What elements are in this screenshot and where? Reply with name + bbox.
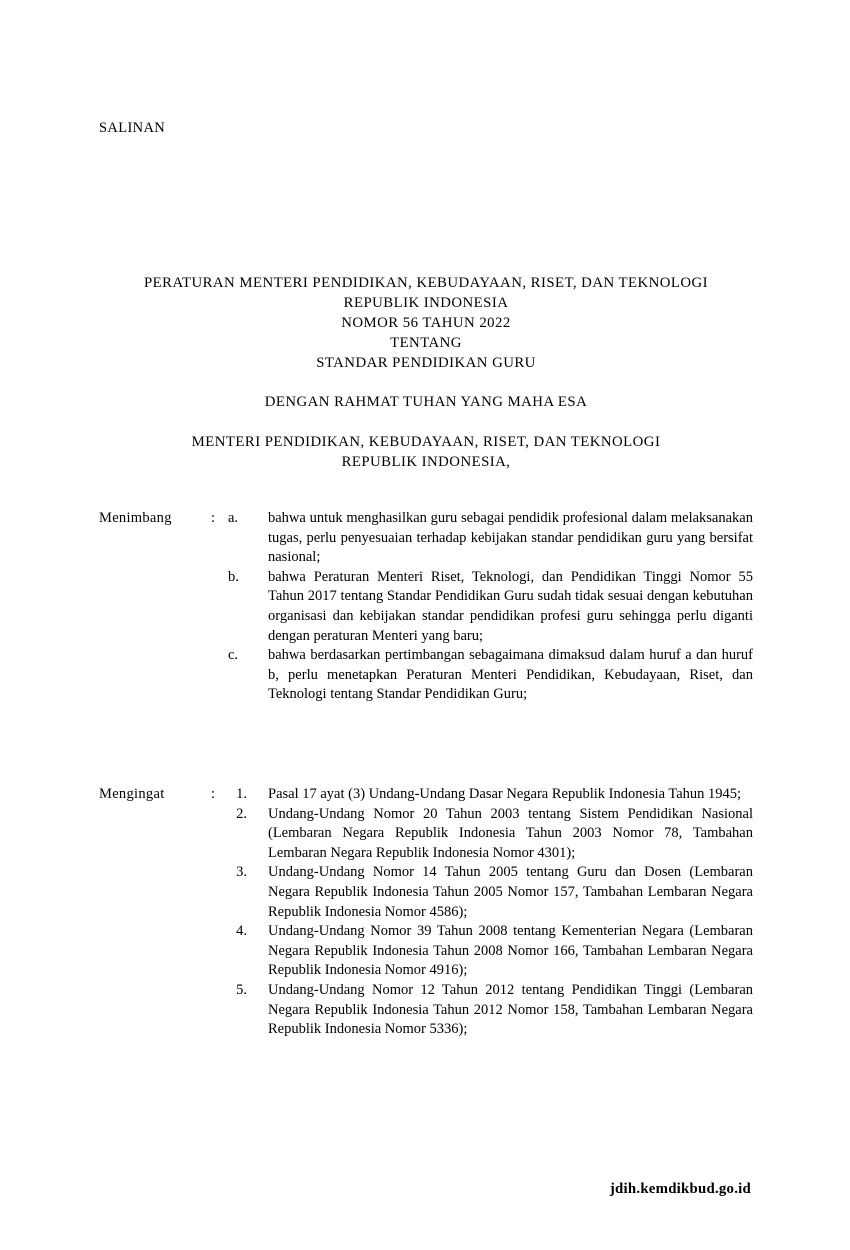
- clause-text: bahwa Peraturan Menteri Riset, Teknologi, dan Pendidikan Tinggi Nomor 55 Tahun 2017 tentang Standar Pendidikan Guru sudah tidak sesuai dengan kebutuhan organisasi dan kebijakan standar pendidikan profesi guru sehingga perlu diganti dengan peraturan Menteri yang baru;: [268, 568, 753, 644]
- clause-row: [99, 646, 753, 705]
- section-mengingat: [99, 785, 753, 1040]
- title-line-5: STANDAR PENDIDIKAN GURU: [316, 355, 536, 371]
- title-line-4: TENTANG: [390, 335, 462, 351]
- section-label-mengingat: Mengingat: [99, 786, 165, 802]
- title-line-2: REPUBLIK INDONESIA: [343, 295, 509, 311]
- title-line-1: PERATURAN MENTERI PENDIDIKAN, KEBUDAYAAN, RISET, DAN TEKNOLOGI: [144, 275, 708, 291]
- clause-text: Undang-Undang Nomor 20 Tahun 2003 tentang Sistem Pendidikan Nasional (Lembaran Negara Republik Indonesia Tahun 2003 Nomor 78, Tambahan Lembaran Negara Republik Indonesia Nomor 4301);: [268, 805, 753, 861]
- clause-text: Undang-Undang Nomor 39 Tahun 2008 tentang Kementerian Negara (Lembaran Negara Republik Indonesia Tahun 2008 Nomor 166, Tambahan Lembaran Negara Republik Indonesia Nomor 4916);: [268, 923, 753, 979]
- preamble-minister-line-1: MENTERI PENDIDIKAN, KEBUDAYAAN, RISET, DAN TEKNOLOGI: [191, 434, 661, 450]
- clause-row: [99, 805, 753, 864]
- clause-text: Undang-Undang Nomor 14 Tahun 2005 tentang Guru dan Dosen (Lembaran Negara Republik Indonesia Tahun 2005 Nomor 157, Tambahan Lembaran Negara Republik Indonesia Nomor 4586);: [268, 864, 753, 920]
- clause-text: bahwa berdasarkan pertimbangan sebagaimana dimaksud dalam huruf a dan huruf b, perlu menetapkan Peraturan Menteri Pendidikan, Kebudayaan, Riset, dan Teknologi tentang Standar Pendidikan Guru;: [268, 647, 753, 703]
- copy-marker: SALINAN: [99, 120, 166, 136]
- title-line-3: NOMOR 56 TAHUN 2022: [341, 315, 511, 331]
- footer-watermark: jdih.kemdikbud.go.id: [609, 1181, 751, 1197]
- preamble-minister-block: [99, 432, 753, 472]
- clause-text: bahwa untuk menghasilkan guru sebagai pendidik profesional dalam melaksanakan tugas, perlu penyesuaian terhadap kebijakan standar pendidikan guru yang bersifat nasional;: [268, 510, 753, 566]
- preamble-minister-line-2: REPUBLIK INDONESIA,: [341, 454, 511, 470]
- section-label-menimbang: Menimbang: [99, 510, 172, 526]
- clause-row: [99, 509, 753, 568]
- section-colon: :: [211, 510, 216, 526]
- clause-marker: c.: [228, 647, 239, 664]
- clause-marker: 2.: [236, 805, 247, 822]
- clause-row: [99, 863, 753, 922]
- regulation-title-block: [99, 273, 753, 373]
- clause-marker: 5.: [236, 981, 247, 998]
- clause-row: [99, 922, 753, 981]
- clause-marker: 1.: [236, 786, 247, 802]
- clause-marker: b.: [228, 568, 239, 585]
- clause-marker: a.: [228, 510, 239, 526]
- clause-marker: 3.: [236, 864, 247, 881]
- clause-row: [99, 981, 753, 1040]
- clause-row: [99, 785, 753, 805]
- preamble-divine-invocation: DENGAN RAHMAT TUHAN YANG MAHA ESA: [264, 394, 588, 410]
- clause-text: Undang-Undang Nomor 12 Tahun 2012 tentang Pendidikan Tinggi (Lembaran Negara Republik Indonesia Tahun 2012 Nomor 158, Tambahan Lembaran Negara Republik Indonesia Nomor 5336);: [268, 981, 753, 1038]
- clause-text: Pasal 17 ayat (3) Undang-Undang Dasar Negara Republik Indonesia Tahun 1945;: [268, 786, 742, 802]
- section-colon: :: [211, 786, 216, 802]
- section-menimbang: [99, 509, 753, 705]
- clause-row: [99, 568, 753, 646]
- clause-marker: 4.: [236, 923, 247, 940]
